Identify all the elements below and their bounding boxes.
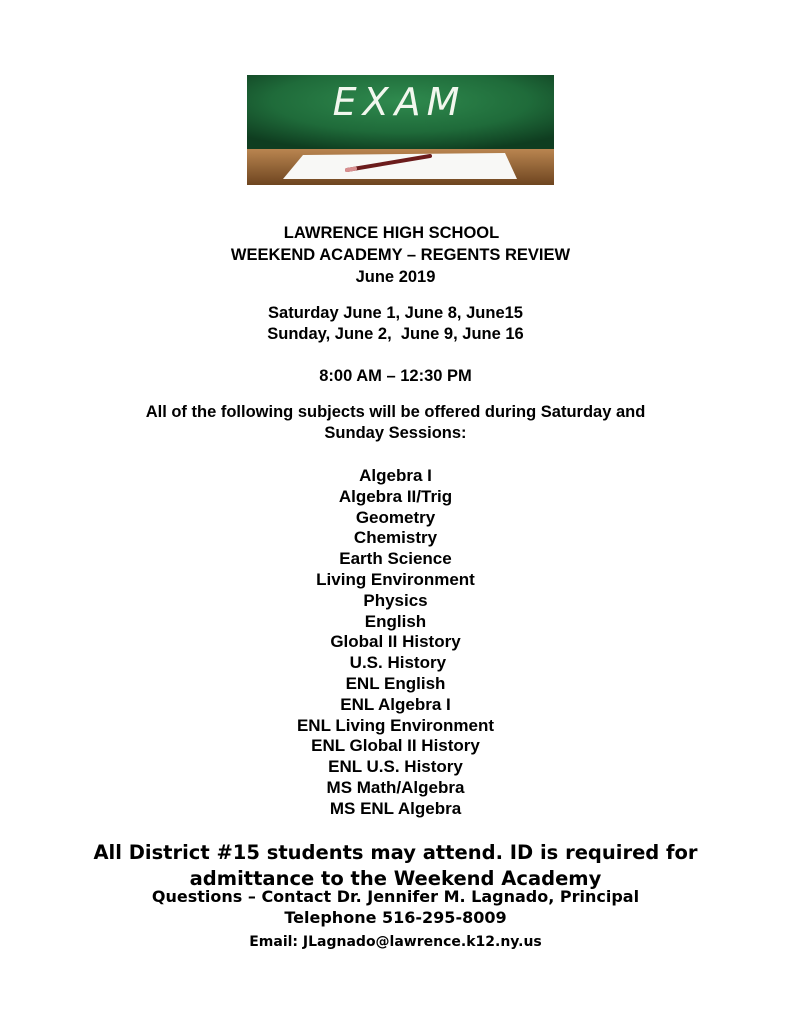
- contact-info: [0, 886, 791, 928]
- attendance-notice: [0, 840, 791, 892]
- session-time: 8:00 AM – 12:30 PM: [319, 367, 472, 385]
- subject-item: MS Math/Algebra: [326, 777, 465, 797]
- subject-item: U.S. History: [344, 653, 447, 673]
- paper-sheet: [283, 153, 517, 179]
- attendance-line-1: All District #15 students may attend. ID is required for: [93, 841, 698, 864]
- subject-item: MS ENL Algebra: [329, 798, 462, 818]
- offer-line-1: All of the following subjects will be offered during Saturday and: [145, 403, 646, 421]
- program-month: June 2019: [355, 268, 436, 286]
- subject-item: Global II History: [330, 632, 461, 652]
- subject-item: ENL Living Environment: [296, 715, 495, 735]
- subject-item: Algebra II/Trig: [338, 486, 453, 506]
- saturday-dates: Saturday June 1, June 8, June15: [268, 304, 523, 322]
- subject-item: Chemistry: [353, 528, 438, 548]
- subject-item: Living Environment: [316, 569, 475, 589]
- subject-item: ENL Algebra I: [340, 694, 451, 714]
- subjects-list: [0, 466, 791, 820]
- subject-item: Physics: [363, 590, 428, 610]
- sunday-dates: Sunday, June 2, June 9, June 16: [267, 325, 524, 343]
- chalk-word: EXAM: [332, 80, 466, 124]
- subject-item: Earth Science: [339, 549, 452, 569]
- subject-item: ENL Global II History: [311, 736, 480, 756]
- contact-questions: Questions – Contact Dr. Jennifer M. Lagnado, Principal: [151, 887, 640, 906]
- subject-item: ENL U.S. History: [328, 757, 463, 777]
- offer-text: [0, 402, 791, 444]
- offer-line-2: Sunday Sessions:: [324, 424, 467, 442]
- header-block: [0, 222, 791, 288]
- program-title: WEEKEND ACADEMY – REGENTS REVIEW: [230, 246, 571, 264]
- contact-email[interactable]: Email: JLagnado@lawrence.k12.ny.us: [249, 934, 542, 950]
- session-dates: [0, 303, 791, 345]
- subject-item: Geometry: [355, 507, 436, 527]
- contact-telephone: Telephone 516-295-8009: [284, 908, 507, 927]
- exam-banner-image: [247, 75, 554, 185]
- subject-item: Algebra I: [359, 466, 432, 485]
- attendance-line-2: admittance to the Weekend Academy: [189, 867, 602, 890]
- subject-item: English: [364, 611, 427, 631]
- school-name: LAWRENCE HIGH SCHOOL: [283, 224, 500, 242]
- subject-item: ENL English: [345, 673, 446, 693]
